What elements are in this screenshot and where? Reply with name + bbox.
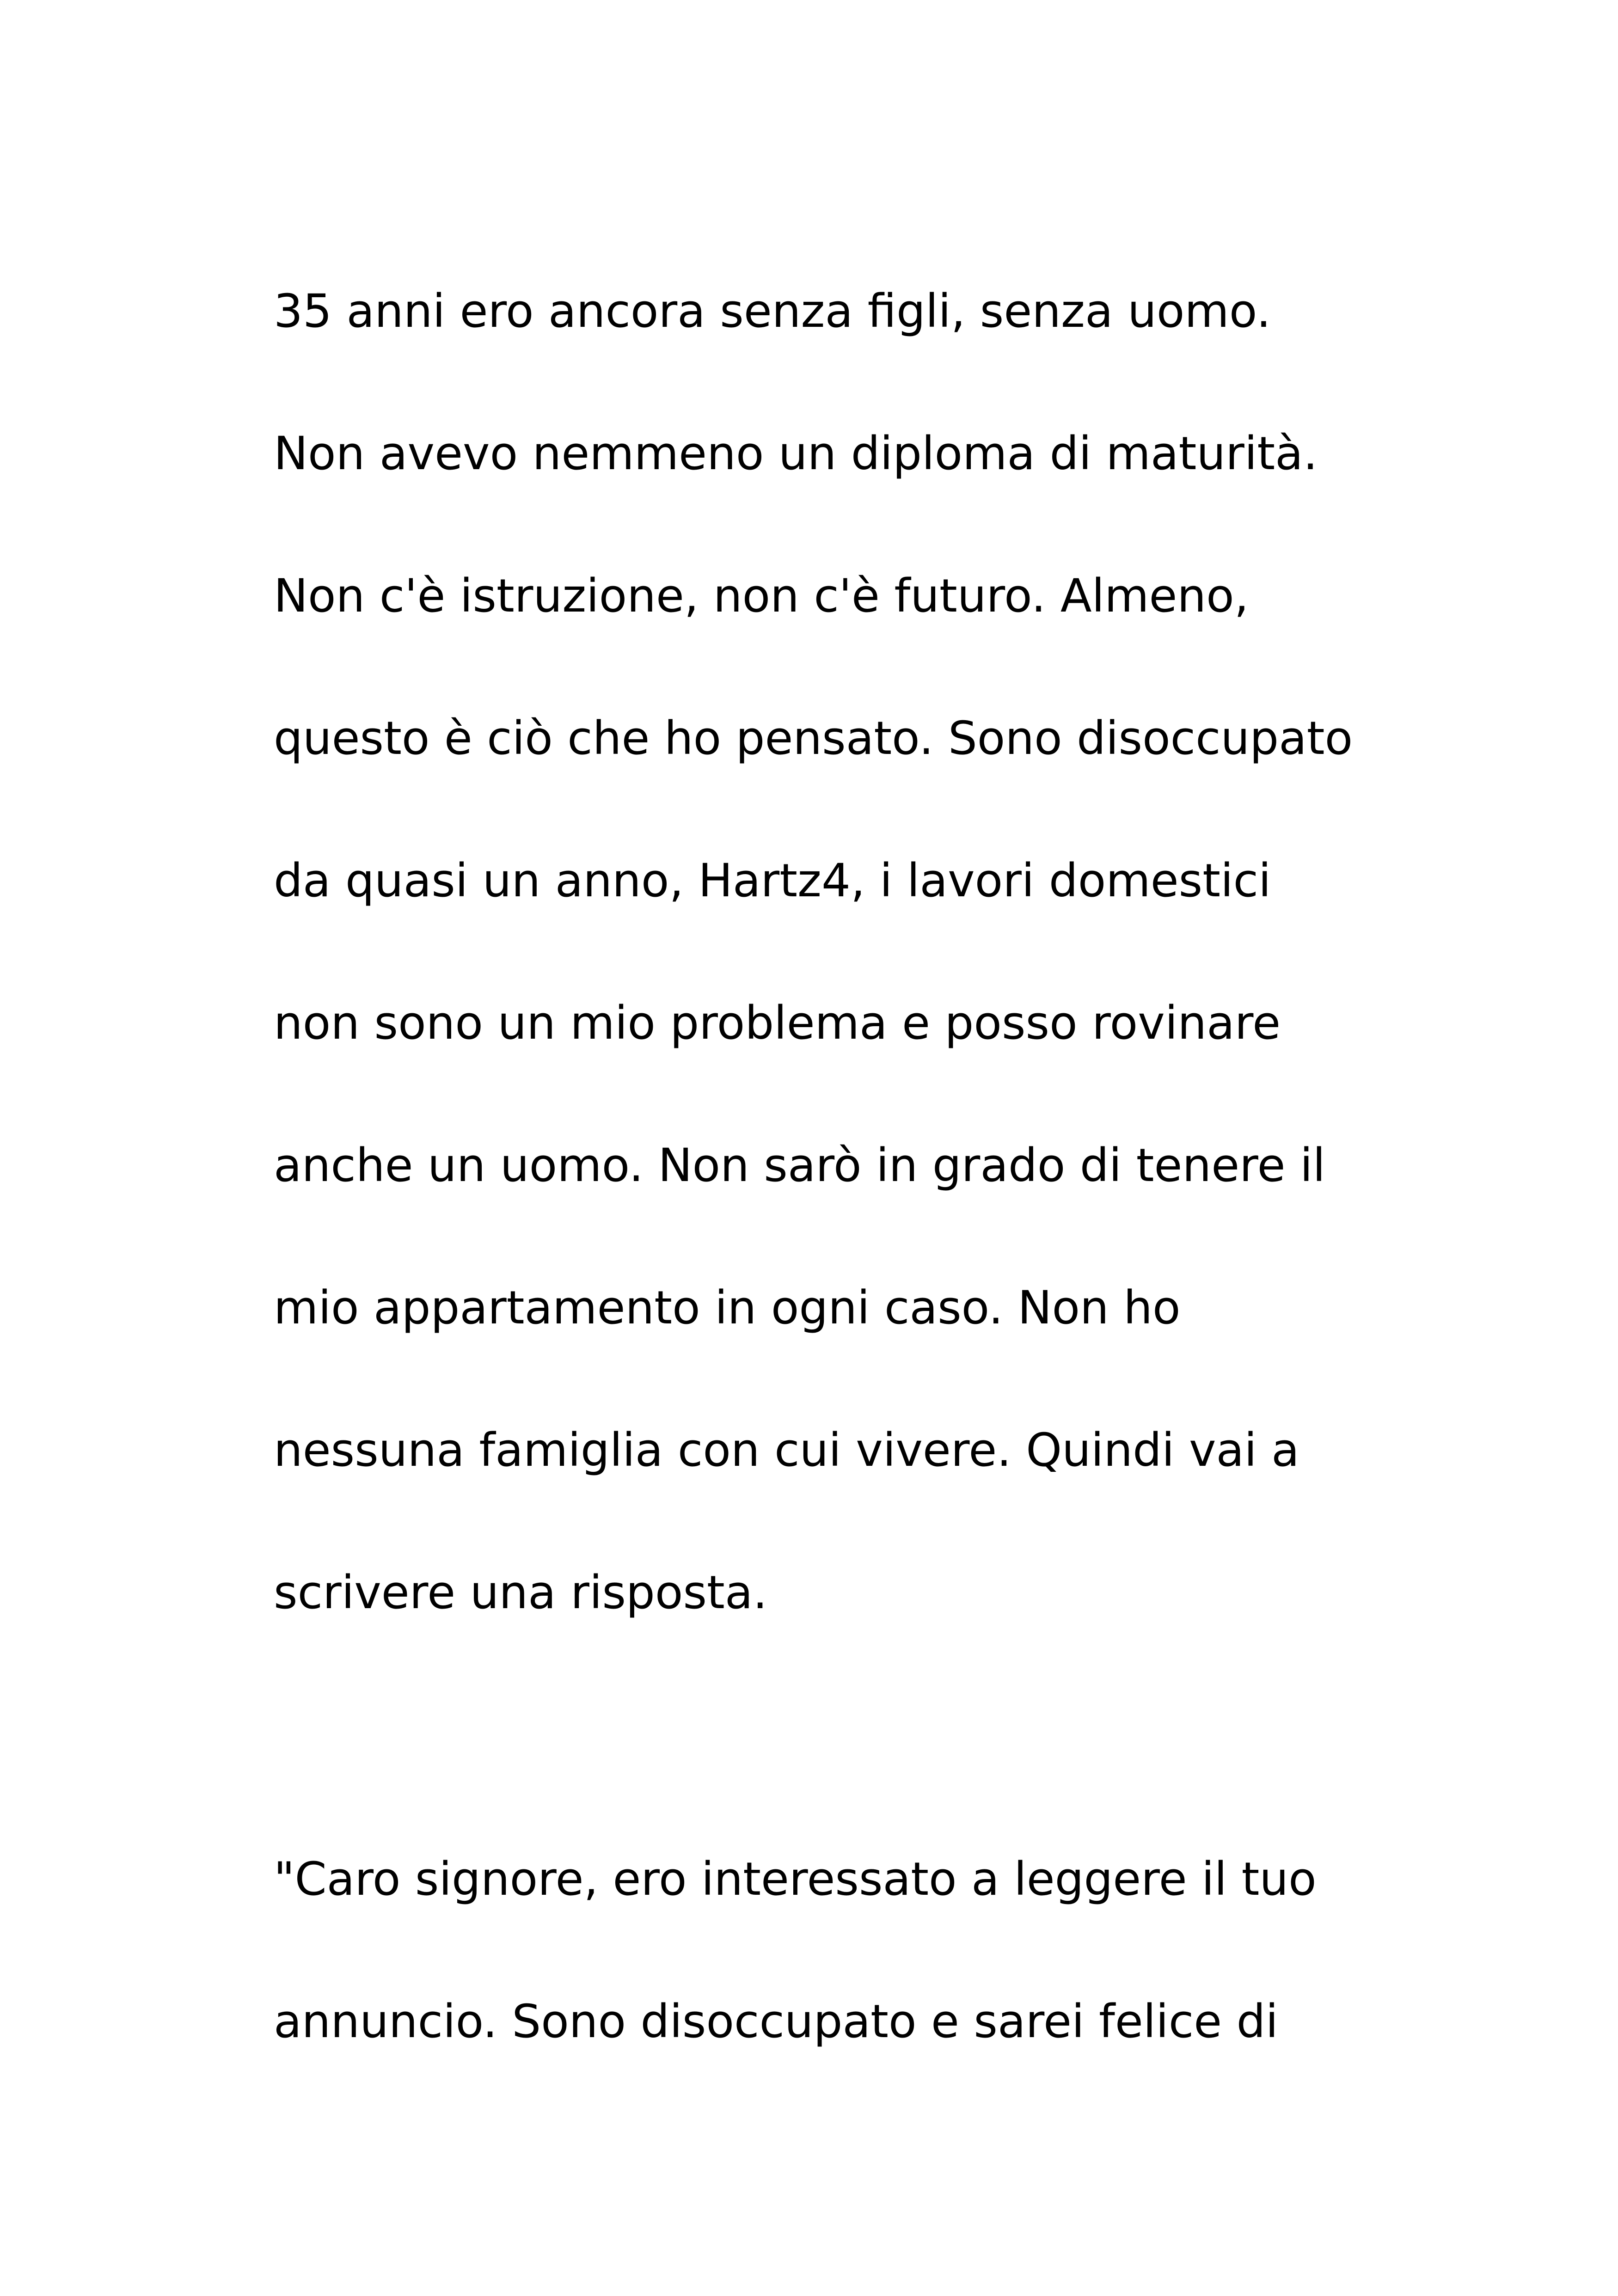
- text-line: 35 anni ero ancora senza figli, senza uomo.: [274, 285, 1271, 338]
- paragraph: [274, 1808, 1429, 2093]
- text-line: non sono un mio problema e posso rovinare: [274, 997, 1281, 1050]
- text-line: nessuna famiglia con cui vivere. Quindi vai a: [274, 1424, 1299, 1477]
- text-line: da quasi un anno, Hartz4, i lavori domestici: [274, 854, 1271, 907]
- text-line: mio appartamento in ogni caso. Non ho: [274, 1281, 1181, 1335]
- text-line: Non c'è istruzione, non c'è futuro. Almeno,: [274, 569, 1249, 623]
- paragraph: [274, 240, 1429, 1664]
- text-line: questo è ciò che ho pensato. Sono disoccupato: [274, 712, 1353, 765]
- text-line: anche un uomo. Non sarò in grado di tenere il: [274, 1139, 1326, 1192]
- text-line: "Caro signore, ero interessato a leggere il tuo: [274, 1853, 1317, 1906]
- text-line: scrivere una risposta.: [274, 1566, 767, 1619]
- text-line: Non avevo nemmeno un diploma di maturità.: [274, 427, 1318, 480]
- text-line: annuncio. Sono disoccupato e sarei felice di: [274, 1995, 1278, 2048]
